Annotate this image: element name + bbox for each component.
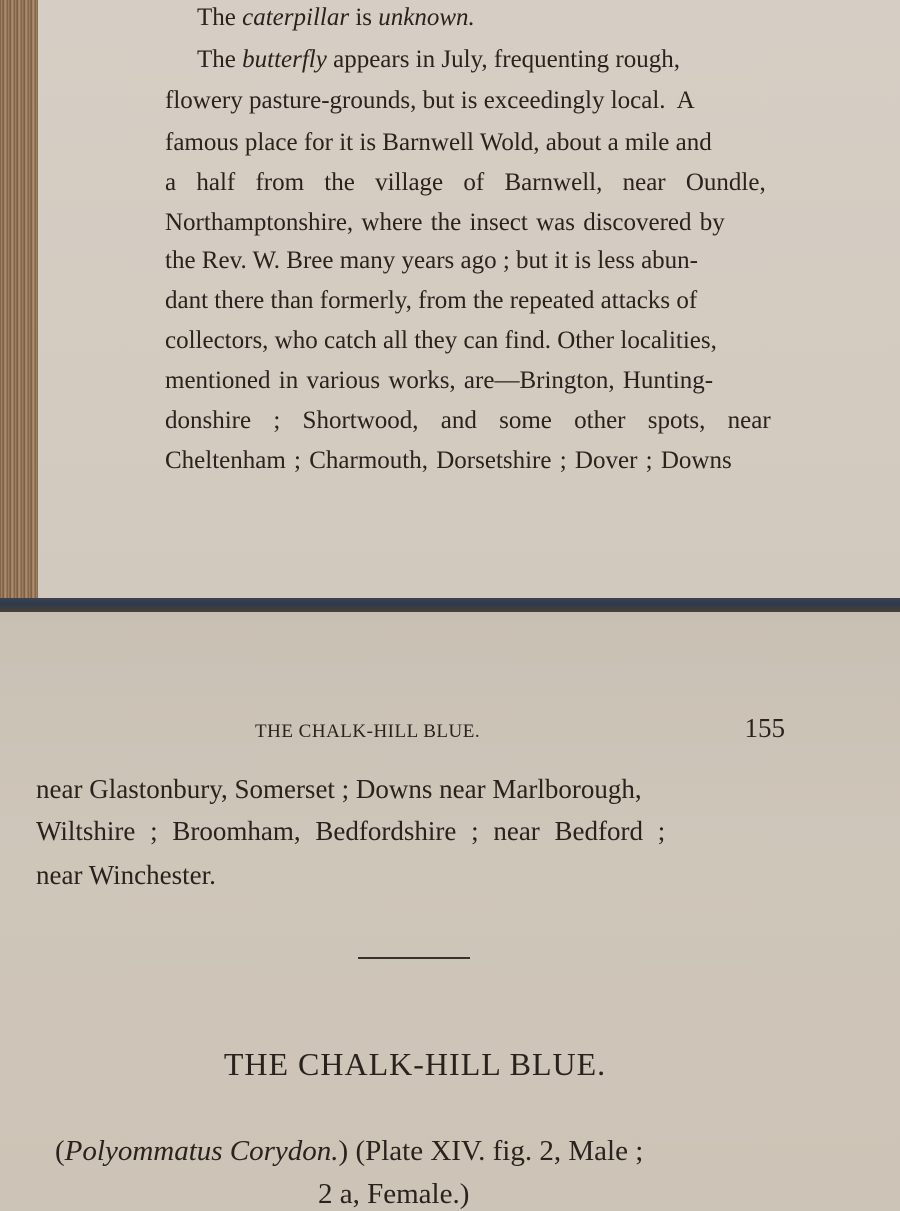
- text-line: flowery pasture-grounds, but is exceedingly local. A: [165, 87, 695, 114]
- page-edge-left: [0, 0, 38, 608]
- section-title: THE CHALK-HILL BLUE.: [223, 1046, 607, 1082]
- text-line: Wiltshire ; Broomham, Bedfordshire ; near Bedford ;: [36, 816, 666, 846]
- running-head-title: THE CHALK-HILL BLUE.: [255, 721, 481, 742]
- species-line-2: 2 a, Female.): [318, 1178, 470, 1210]
- text-line: Northamptonshire, where the insect was discovered by: [165, 209, 725, 236]
- text-line: dant there than formerly, from the repeated attacks of: [165, 287, 698, 314]
- running-head: [255, 713, 785, 744]
- page-number: 155: [744, 713, 785, 743]
- text-line: collectors, who catch all they can find. Other localities,: [165, 327, 717, 354]
- text-line: Cheltenham ; Charmouth, Dorsetshire ; Dover ; Downs: [165, 447, 732, 474]
- lower-page: [0, 612, 900, 1200]
- text-line: mentioned in various works, are—Brington, Hunting-: [165, 367, 714, 394]
- section-divider: [358, 957, 470, 959]
- text-line: a half from the village of Barnwell, near Oundle,: [165, 169, 766, 196]
- text-line: donshire ; Shortwood, and some other spots, near: [165, 407, 771, 434]
- text-line: the Rev. W. Bree many years ago ; but it is less abun-: [165, 247, 698, 274]
- page-gap: [0, 598, 900, 612]
- caterpillar-line: The caterpillar is unknown.: [197, 4, 475, 31]
- text-line: famous place for it is Barnwell Wold, about a mile and: [165, 129, 712, 156]
- text-line: near Winchester.: [36, 860, 216, 890]
- butterfly-line: The butterfly appears in July, frequenting rough,: [197, 46, 680, 73]
- species-line: (Polyommatus Corydon.) (Plate XIV. fig. 2, Male ;: [55, 1135, 644, 1167]
- text-line: near Glastonbury, Somerset ; Downs near Marlborough,: [36, 774, 642, 804]
